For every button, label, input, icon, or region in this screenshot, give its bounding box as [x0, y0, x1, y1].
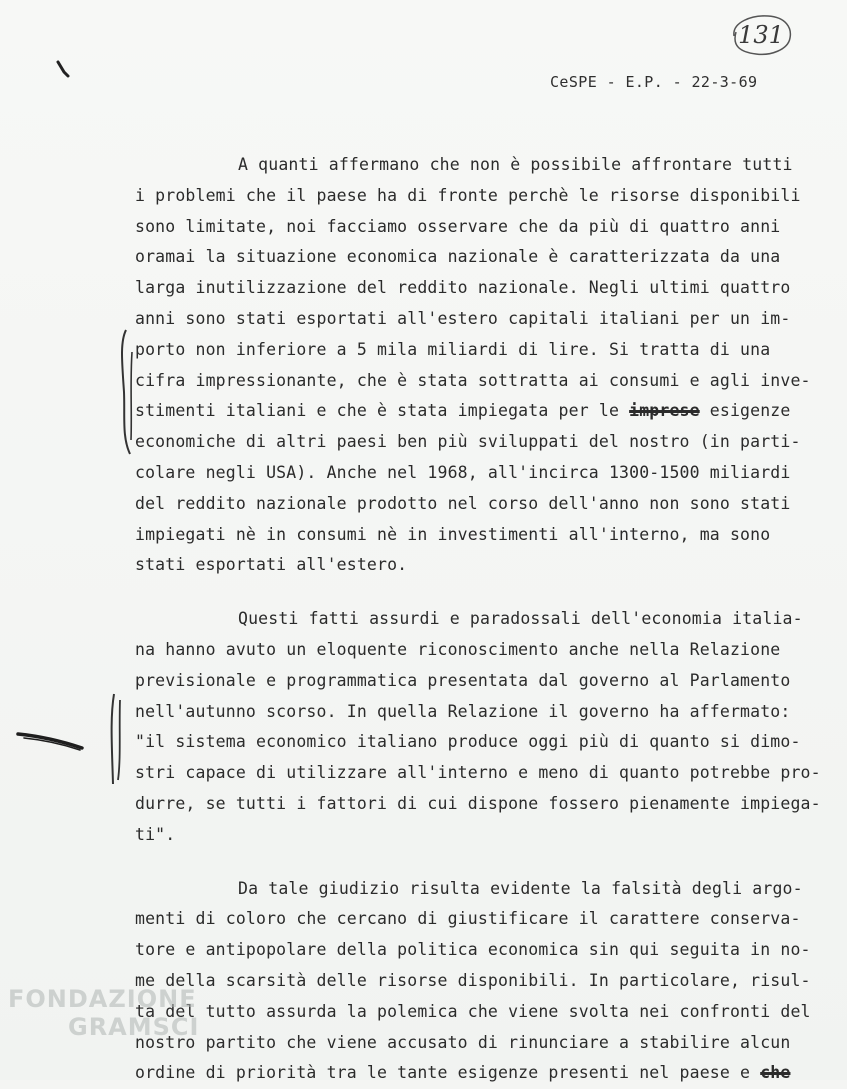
margin-arrow-mark-icon: [14, 724, 86, 756]
text-line: nell'autunno scorso. In quella Relazione il governo ha affermato:: [135, 701, 791, 721]
text-line-end: esigenze: [699, 401, 791, 421]
document-reference: CeSPE - E.P. - 22-3-69: [550, 73, 758, 91]
text-line-start: stimenti italiani e che è stata impiegata per le: [135, 401, 630, 421]
text-line: ti".: [135, 824, 176, 844]
text-line: anni sono stati esportati all'estero capitali italiani per un im-: [135, 308, 791, 328]
text-line: i problemi che il paese ha di fronte perchè le risorse disponibili: [135, 185, 801, 205]
watermark-line-2: GRAMSCI: [68, 1013, 200, 1041]
text-line: colare negli USA). Anche nel 1968, all'incirca 1300-1500 miliardi: [135, 462, 791, 482]
page-number-value: 131: [738, 21, 784, 49]
text-line: [135, 396, 815, 427]
text-line: larga inutilizzazione del reddito nazionale. Negli ultimi quattro: [135, 278, 791, 298]
text-line: oramai la situazione economica nazionale è caratterizzata da una: [135, 247, 781, 267]
text-line: me della scarsità delle risorse disponibili. In particolare, risul-: [135, 970, 811, 990]
ink-mark-icon: [50, 58, 74, 82]
paragraph-2: [135, 604, 821, 850]
text-line-start: ordine di priorità tra le tante esigenze presenti nel paese e: [135, 1063, 761, 1083]
margin-bracket-icon: [100, 688, 130, 792]
body-text: [135, 150, 821, 1089]
archive-watermark: [8, 985, 199, 1041]
struck-word: imprese: [629, 401, 700, 421]
text-line: durre, se tutti i fattori di cui dispone fossero pienamente impiega-: [135, 793, 821, 813]
text-line: Questi fatti assurdi e paradossali dell'economia italia-: [238, 609, 803, 629]
text-line: previsionale e programmatica presentata dal governo al Parlamento: [135, 670, 791, 690]
text-line: tore e antipopolare della politica economica sin qui seguita in no-: [135, 940, 811, 960]
text-line: economiche di altri paesi ben più sviluppati del nostro (in parti-: [135, 432, 801, 452]
text-line: "il sistema economico italiano produce oggi più di quanto si dimo-: [135, 732, 801, 752]
struck-word: che: [760, 1063, 791, 1083]
text-line: impiegati nè in consumi nè in investimenti all'interno, ma sono: [135, 524, 771, 544]
text-line: cifra impressionante, che è stata sottratta ai consumi e agli inve-: [135, 370, 811, 390]
text-line: A quanti affermano che non è possibile affrontare tutti: [238, 155, 793, 174]
text-line: stati esportati all'estero.: [135, 555, 408, 575]
text-line: stri capace di utilizzare all'interno e meno di quanto potrebbe pro-: [135, 763, 821, 783]
text-line: nostro partito che viene accusato di rinunciare a stabilire alcun: [135, 1032, 791, 1052]
text-line: porto non inferiore a 5 mila miliardi di lire. Si tratta di una: [135, 339, 771, 359]
text-line: sono limitate, noi facciamo osservare che da più di quattro anni: [135, 216, 781, 236]
paragraph-1: [135, 150, 815, 581]
text-line: ta del tutto assurda la polemica che viene svolta nei confronti del: [135, 1001, 811, 1021]
text-line: del reddito nazionale prodotto nel corso dell'anno non sono stati: [135, 493, 791, 513]
watermark-line-1: FONDAZIONE: [8, 985, 197, 1013]
text-line: [135, 1058, 815, 1089]
text-line: menti di coloro che cercano di giustificare il carattere conserva-: [135, 909, 801, 929]
text-line: Da tale giudizio risulta evidente la falsità degli argo-: [238, 878, 803, 898]
paragraph-3: [135, 874, 815, 1089]
text-line: na hanno avuto un eloquente riconoscimento anche nella Relazione: [135, 639, 781, 659]
page-number: [728, 12, 794, 58]
